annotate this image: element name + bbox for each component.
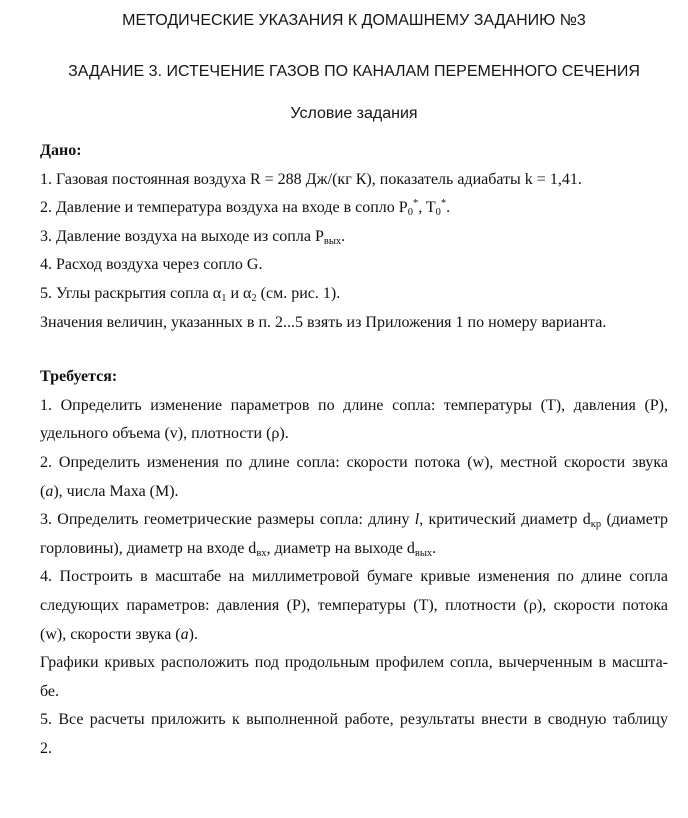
required-heading: Требуется: [40, 368, 118, 386]
text-line: 1. Определить изменение параметров по длине сопла: температуры (Т), давления (Р), [40, 396, 668, 414]
required-list [40, 392, 668, 764]
text-line: Графики кривых расположить под продольным профилем сопла, вычерченным в масшта- [40, 654, 668, 672]
required-section [40, 363, 668, 763]
given-heading: Дано: [40, 142, 82, 159]
text-line: (а), числа Маха (М). [40, 482, 179, 500]
text-line: 2. [40, 739, 52, 757]
section-label: Условие задания [290, 105, 418, 122]
given-list [40, 166, 668, 338]
text-line: бе. [40, 682, 60, 700]
assignment-title: ЗАДАНИЕ 3. ИСТЕЧЕНИЕ ГАЗОВ ПО КАНАЛАМ ПЕРЕМЕННОГО СЕЧЕНИЯ [68, 63, 640, 80]
text-line: 5. Все расчеты приложить к выполненной работе, результаты внести в сводную таблицу [40, 711, 668, 729]
text-line: 2. Определить изменения по длине сопла: скорости потока (w), местной скорости звука [40, 453, 668, 471]
given-section [40, 137, 668, 337]
text-line: удельного объема (v), плотности (ρ). [40, 425, 289, 443]
text-line: Значения величин, указанных в п. 2...5 взять из Приложения 1 по номеру варианта. [40, 313, 607, 331]
text-line: 5. Углы раскрытия сопла $\alpha_1$ и $\alpha_2$ (см. рис. 1). [40, 284, 341, 304]
text-line: 4. Построить в масштабе на миллиметровой бумаге кривые изменения по длине сопла [40, 568, 668, 586]
text-line: горловины), диаметр на входе $d_{вх}$, диаметр на выходе $d_{вых}$. [40, 539, 437, 559]
text-line: 3. Давление воздуха на выходе из сопла $P_{вых}$. [40, 227, 346, 247]
text-line: 3. Определить геометрические размеры сопла: длину l, критический диаметр $d_{кр}$ (диаметр [40, 511, 669, 531]
text-line: следующих параметров: давления (Р), температуры (Т), плотности (ρ), скорости потока [40, 596, 668, 614]
text-line: 1. Газовая постоянная воздуха R = 288 Дж/(кг К), показатель адиабаты k = 1,41. [40, 170, 582, 188]
document-title: МЕТОДИЧЕСКИЕ УКАЗАНИЯ К ДОМАШНЕМУ ЗАДАНИЮ №3 [122, 12, 586, 29]
text-line: 2. Давление и температура воздуха на входе в сопло $P_0^*$, $T_0^*$. [40, 198, 451, 219]
text-line: (w), скорости звука (а). [40, 625, 198, 643]
text-line: 4. Расход воздуха через сопло G. [40, 256, 263, 274]
